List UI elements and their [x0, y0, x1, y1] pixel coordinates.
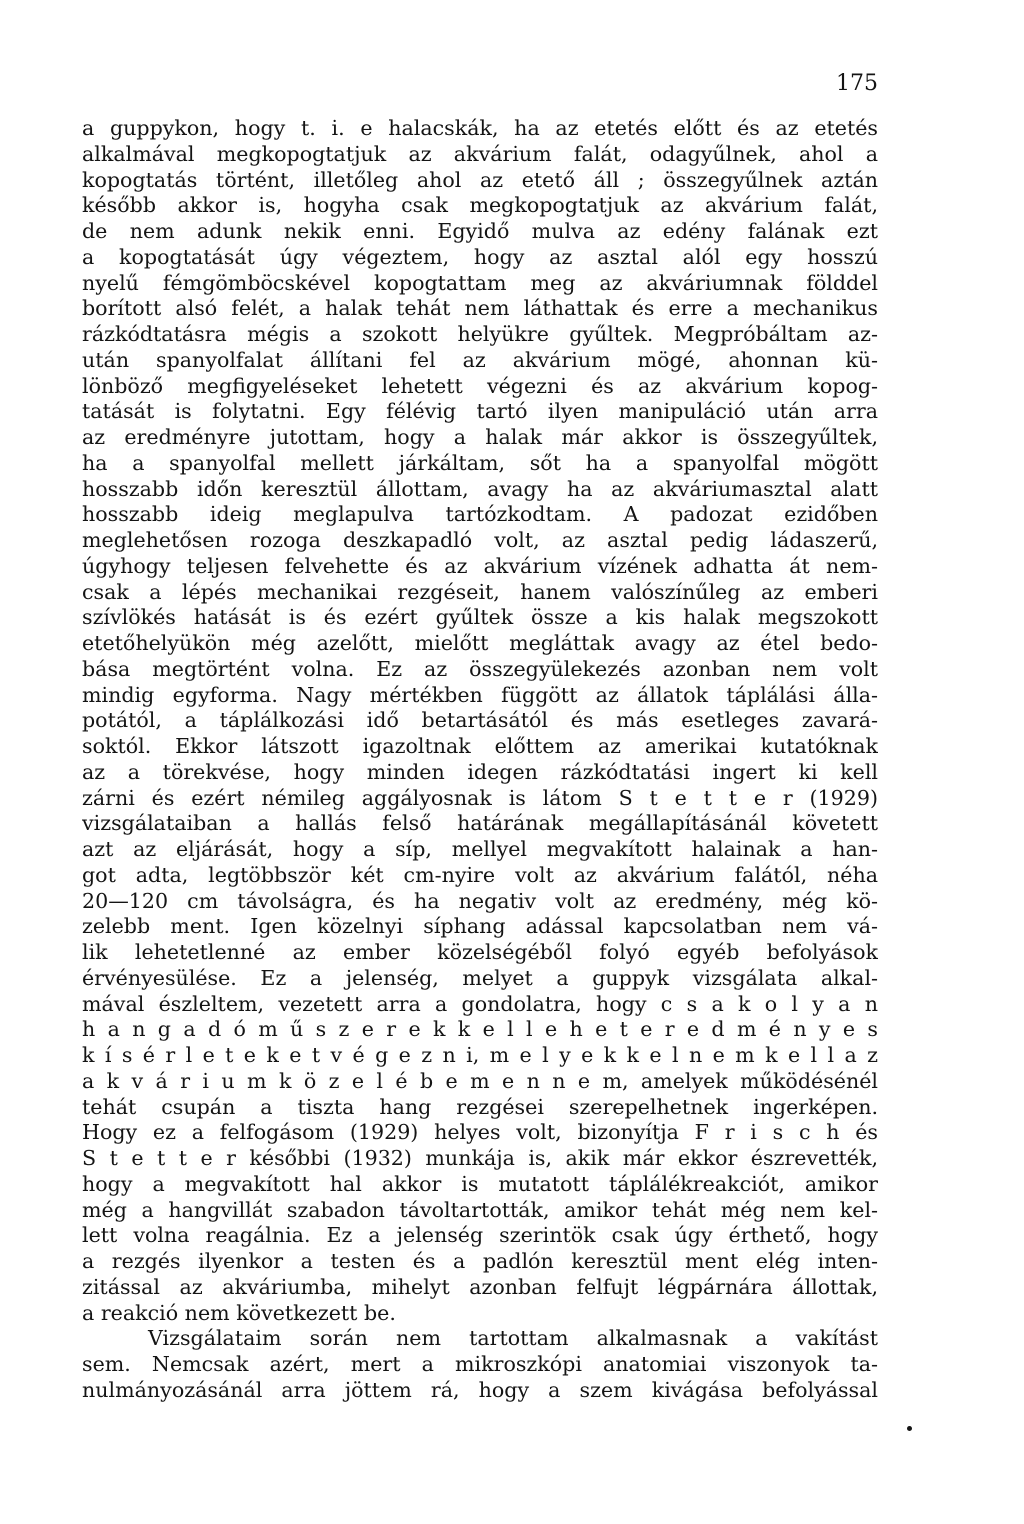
text-line: a k v á r i u m k ö z e l é b e m e n n e m, amelyek működésénél [82, 1068, 878, 1093]
text-line: tehát csupán a tiszta hang rezgései szerepelhetnek ingerképen. [82, 1094, 878, 1119]
text-line: de nem adunk nekik enni. Egyidő mulva az edény falának ezt [82, 219, 878, 243]
text-line: tatását is folytatni. Egy félévig tartó ilyen manipuláció után arra [82, 399, 878, 424]
text-line: k í s é r l e t e k e t v é g e z n i, m e l y e k k e l n e m k e l l a z [82, 1043, 878, 1067]
text-line: zelebb ment. Igen közelnyi síphang adással kapcsolatban nem vá- [82, 914, 878, 939]
text-line: sem. Nemcsak azért, mert a mikroszkópi anatomiai viszonyok ta- [82, 1352, 878, 1376]
text-line: soktól. Ekkor látszott igazoltnak előttem az amerikai kutatóknak [82, 734, 878, 758]
page-number: 175 [836, 71, 878, 96]
text-line: mával észleltem, vezetett arra a gondolatra, hogy c s a k o l y a n [82, 991, 878, 1016]
text-line: ha a spanyolfal mellett járkáltam, sőt ha a spanyolfal mögött [82, 450, 878, 475]
text-line: vizsgálataiban a hallás felső határának megállapításánál követett [82, 811, 878, 836]
text-line: mindig egyforma. Nagy mértékben függött az állatok táplálási álla- [82, 682, 878, 707]
text-line: potától, a táplálkozási idő betartásától és más esetleges zavará- [82, 708, 878, 733]
text-line: nulmányozásánál arra jöttem rá, hogy a szem kivágása befolyással [82, 1377, 878, 1402]
text-line: h a n g a d ó m ű s z e r e k k e l l e h e t e r e d m é n y e s [82, 1017, 878, 1042]
text-line: 20—120 cm távolságra, és ha negativ volt az eredmény, még kö- [82, 888, 878, 913]
text-line: azt az eljárását, hogy a síp, mellyel megvakított halainak a han- [82, 837, 878, 861]
margin-dot [907, 1426, 912, 1431]
text-line: a reakció nem következett be. [82, 1300, 396, 1325]
text-line: nyelű fémgömböcskével kopogtattam meg az akváriumnak földdel [82, 270, 878, 295]
text-line: Hogy ez a felfogásom (1929) helyes volt, bizonyítja F r i s c h és [82, 1120, 878, 1145]
text-line: S t e t t e r későbbi (1932) munkája is, akik már ekkor észrevették, [82, 1146, 878, 1170]
text-line: etetőhelyükön még azelőtt, mielőtt megláttak avagy az étel bedo- [82, 631, 878, 655]
text-line: lett volna reagálnia. Ez a jelenség szerintök csak úgy érthető, hogy [82, 1223, 878, 1248]
text-line: után spanyolfalat állítani fel az akvárium mögé, ahonnan kü- [82, 347, 878, 372]
text-line: lik lehetetlenné az ember közelségéből folyó egyéb befolyások [82, 940, 878, 964]
text-line: a kopogtatását úgy végeztem, hogy az asztal alól egy hosszú [82, 244, 878, 269]
text-line: zárni és ezért némileg aggályosnak is látom S t e t t e r (1929) [82, 785, 878, 810]
text-line: meglehetősen rozoga deszkapadló volt, az asztal pedig ládaszerű, [82, 528, 878, 552]
text-line: zitással az akváriumba, mihelyt azonban felfujt légpárnára állottak, [82, 1274, 878, 1299]
text-line: hosszabb időn keresztül állottam, avagy ha az akváriumasztal alatt [82, 476, 878, 501]
text-line: got adta, legtöbbször két cm-nyire volt az akvárium falától, néha [82, 862, 878, 887]
text-line: lönböző megfigyeléseket lehetett végezni és az akvárium kopog- [82, 373, 878, 398]
text-line: rázkódtatásra mégis a szokott helyükre gyűltek. Megpróbáltam az- [82, 322, 878, 346]
text-line: érvényesülése. Ez a jelenség, melyet a guppyk vizsgálata alkal- [82, 965, 878, 990]
text-line: szívlökés hatását is és ezért gyűltek össze a kis halak megszokott [82, 605, 878, 630]
text-line: kopogtatás történt, illetőleg ahol az etető áll ; összegyűlnek aztán [82, 167, 878, 192]
text-line: hosszabb ideig meglapulva tartózkodtam. A padozat ezidőben [82, 502, 878, 527]
body-text [82, 116, 878, 1404]
text-line: még a hangvillát szabadon távoltartották, amikor tehát még nem kel- [82, 1197, 878, 1222]
text-line: alkalmával megkopogtatjuk az akvárium falát, odagyűlnek, ahol a [82, 141, 878, 166]
text-line: a guppykon, hogy t. i. e halacskák, ha az etetés előtt és az etetés [82, 116, 878, 140]
text-line: úgyhogy teljesen felvehette és az akvárium vízének adhatta át nem- [82, 553, 878, 578]
text-line: később akkor is, hogyha csak megkopogtatjuk az akvárium falát, [82, 193, 878, 218]
text-line: az a törekvése, hogy minden idegen rázkódtatási ingert ki kell [82, 759, 878, 784]
paragraph-first-line: Vizsgálataim során nem tartottam alkalmasnak a vakítást [148, 1326, 878, 1351]
text-line: bása megtörtént volna. Ez az összegyülekezés azonban nem volt [82, 656, 878, 681]
text-line: hogy a megvakított hal akkor is mutatott táplálékreakciót, amikor [82, 1171, 878, 1196]
text-line: az eredményre jutottam, hogy a halak már akkor is összegyűltek, [82, 425, 878, 449]
text-line: borított alsó felét, a halak tehát nem láthattak és erre a mechanikus [82, 296, 878, 321]
text-line: csak a lépés mechanikai rezgéseit, hanem valószínűleg az emberi [82, 579, 878, 604]
text-line: a rezgés ilyenkor a testen és a padlón keresztül ment elég inten- [82, 1249, 878, 1273]
